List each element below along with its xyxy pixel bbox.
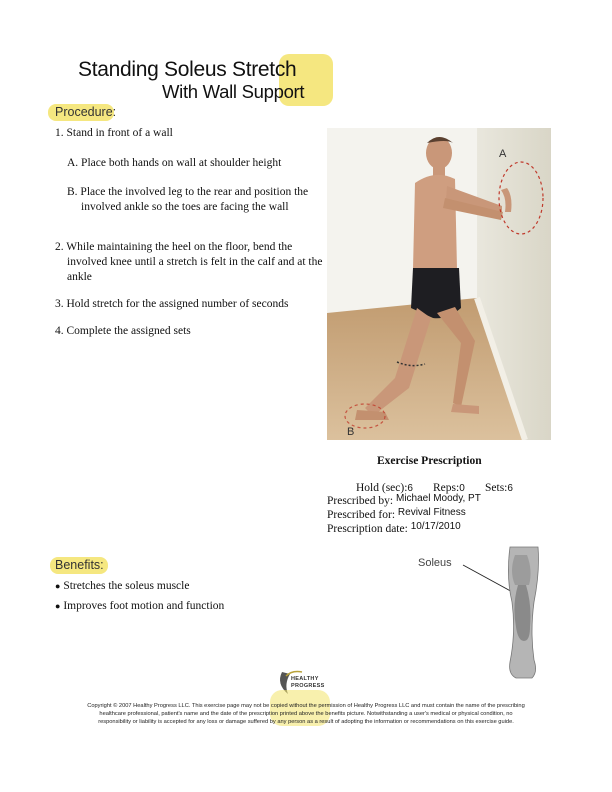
prescribed-for-label: Prescribed for: bbox=[327, 509, 396, 521]
anatomy-label: Soleus bbox=[418, 557, 452, 569]
footer-line-1: Copyright © 2007 Healthy Progress LLC. This exercise page may not be copied without the permission of Healthy Progress LLC and must contain the name of the prescribing bbox=[87, 703, 525, 709]
sets-row bbox=[485, 482, 513, 494]
procedure-step-1a: A. Place both hands on wall at shoulder height bbox=[67, 157, 282, 169]
soleus-anatomy-illustration bbox=[455, 545, 555, 685]
procedure-step-2: 2. While maintaining the heel on the floor, bend the involved knee until a stretch is felt in the calf and at the ankle bbox=[55, 241, 323, 283]
sets-label: Sets: bbox=[485, 482, 508, 494]
procedure-step-3: 3. Hold stretch for the assigned number of seconds bbox=[55, 298, 289, 310]
procedure-step-4: 4. Complete the assigned sets bbox=[55, 325, 191, 337]
prescribed-by-value: Michael Moody, PT bbox=[395, 493, 481, 504]
page-subtitle: With Wall Support bbox=[162, 81, 305, 102]
prescription-heading: Exercise Prescription bbox=[377, 455, 482, 467]
benefits-heading: Benefits: bbox=[55, 558, 104, 572]
footer-line-2: healthcare professional, patient's name and the date of the prescription printed above the benefits picture. Notwithstanding a user's medical or physical condition, no bbox=[99, 711, 513, 717]
page-title: Standing Soleus Stretch bbox=[78, 58, 297, 81]
reps-value: 0 bbox=[459, 483, 465, 494]
hold-label: Hold (sec): bbox=[356, 482, 408, 494]
sets-value: 6 bbox=[507, 483, 513, 494]
logo-text-line2: PROGRESS bbox=[291, 683, 325, 689]
benefit-text-2: Improves foot motion and function bbox=[63, 600, 225, 612]
exercise-illustration bbox=[327, 128, 551, 440]
prescribed-for-row bbox=[327, 509, 466, 521]
reps-label: Reps: bbox=[433, 482, 460, 494]
prescription-date-label: Prescription date: bbox=[327, 523, 408, 535]
prescribed-for-value: Revival Fitness bbox=[397, 507, 466, 518]
bullet-icon: ● bbox=[55, 581, 61, 591]
prescribed-by-label: Prescribed by: bbox=[327, 495, 394, 507]
footer-line-3: responsibility or liability is accepted for any loss or damage suffered by any person as a result of adopting the information or recommendations on this exercise guide. bbox=[98, 719, 514, 725]
calf-shading bbox=[512, 555, 531, 585]
procedure-step-1: 1. Stand in front of a wall bbox=[55, 127, 173, 139]
benefit-text-1: Stretches the soleus muscle bbox=[63, 580, 190, 592]
hold-value: 6 bbox=[407, 483, 413, 494]
prescribed-by-row bbox=[327, 495, 481, 507]
procedure-step-1b: B. Place the involved leg to the rear and position the involved ankle so the toes are facing the wall bbox=[67, 186, 309, 213]
copyright-footer bbox=[52, 702, 560, 726]
benefit-item-2 bbox=[55, 600, 224, 612]
figure-label-a: A bbox=[499, 148, 507, 160]
procedure-heading: Procedure: bbox=[55, 105, 117, 119]
bullet-icon: ● bbox=[55, 601, 61, 611]
prescription-date-value: 10/17/2010 bbox=[410, 521, 461, 532]
logo-text-line1: HEALTHY bbox=[291, 676, 319, 682]
benefit-item-1 bbox=[55, 580, 189, 592]
figure-label-b: B bbox=[347, 426, 355, 438]
prescription-date-row bbox=[327, 523, 461, 535]
